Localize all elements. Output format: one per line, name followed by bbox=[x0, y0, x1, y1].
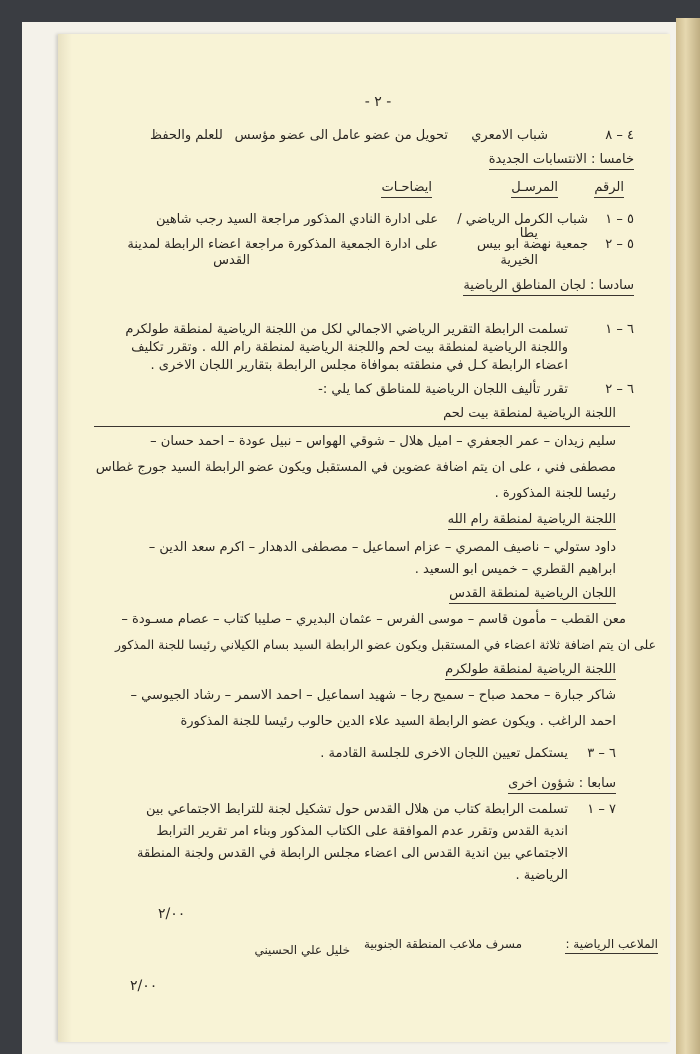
club-name: شباب الامعري bbox=[471, 128, 548, 143]
item-6-1-line: تسلمت الرابطة التقرير الرياضي الاجمالي لكل من اللجنة الرياضية لمنطقة طولكرم bbox=[125, 322, 568, 337]
committee-line: مصطفى فني ، على ان يتم اضافة عضوين في المستقبل ويكون عضو الرابطة السيد جورج غطاس bbox=[95, 460, 616, 475]
item-6-1-num: ٦ – ١ bbox=[605, 322, 634, 337]
committee-title: اللجنة الرياضية لمنطقة رام الله bbox=[448, 512, 616, 530]
committee-line: على ان يتم اضافة ثلاثة اعضاء في المستقبل ويكون عضو الرابطة السيد بسام الكيلاني رئيسا للجنة المذكور bbox=[115, 637, 656, 652]
committee-title: اللجان الرياضية لمنطقة القدس bbox=[449, 586, 616, 604]
item-7-1-line: الرياضية . bbox=[515, 868, 568, 883]
committee-title: اللجنة الرياضية لمنطقة طولكرم bbox=[445, 662, 616, 680]
item-6-3-num: ٦ – ٣ bbox=[587, 746, 616, 761]
header-explain: ايضاحـات bbox=[381, 180, 432, 198]
row-5-2-sender: جمعية نهضة ابو بيس bbox=[476, 237, 588, 252]
committee-line: احمد الراغب . ويكون عضو الرابطة السيد علاء الدين حالوب رئيسا للجنة المذكورة bbox=[180, 714, 616, 729]
item-7-1-line: تسلمت الرابطة كتاب من هلال القدس حول تشكيل لجنة للترابط الاجتماعي بين bbox=[146, 802, 568, 817]
item-6-3-text: يستكمل تعيين اللجان الاخرى للجلسة القادمة . bbox=[320, 746, 568, 761]
section-5-title: خامسا : الانتسابات الجديدة bbox=[489, 152, 634, 170]
row-5-1-sender-2: يطا bbox=[519, 226, 538, 241]
section-7-title: سابعا : شؤون اخرى bbox=[508, 776, 616, 794]
item-7-1-line: الاجتماعي بين اندية القدس الى اعضاء مجلس الرابطة في القدس ولجنة المنطقة bbox=[136, 846, 568, 861]
row-note: للعلم والحفظ bbox=[150, 128, 223, 143]
section-6-title: سادسا : لجان المناطق الرياضية bbox=[463, 278, 634, 296]
row-5-2-num: ٥ – ٢ bbox=[605, 237, 634, 252]
item-7-1-num: ٧ – ١ bbox=[587, 802, 616, 817]
row-5-2-explain-2: القدس bbox=[213, 253, 250, 268]
row-5-1-num: ٥ – ١ bbox=[605, 212, 634, 227]
committee-line: شاكر جبارة – محمد صباح – سميح رجا – شهيد اسماعيل – احمد الاسمر – رشاد الجيوسي – bbox=[130, 688, 616, 703]
page-mark: ٢/٠٠ bbox=[130, 978, 158, 994]
item-7-1-line: اندية القدس وتقرر عدم الموافقة على الكتاب المذكور وبناء امر تقرير الترابط bbox=[156, 824, 568, 839]
header-sender: المرسـل bbox=[511, 180, 558, 198]
row-text: تحويل من عضو عامل الى عضو مؤسس bbox=[234, 128, 448, 143]
item-6-1-line: واللجنة الرياضية لمنطقة بيت لحم واللجنة الرياضية لمنطقة رام الله . وتقرر تكليف bbox=[131, 340, 568, 355]
row-5-1-sender: شباب الكرمل الرياضي / bbox=[457, 212, 588, 227]
item-6-1-line: اعضاء الرابطة كـل في منطقته بموافاة مجلس الرابطة بتقارير اللجان الاخرى . bbox=[150, 358, 568, 373]
row-5-1-explain: على ادارة النادي المذكور مراجعة السيد رجب شاهين bbox=[156, 212, 438, 227]
committee-line: ابراهيم القطري – خميس ابو السعيد . bbox=[414, 562, 616, 577]
divider bbox=[94, 426, 630, 427]
page-mark: ٢/٠٠ bbox=[158, 906, 186, 922]
row-5-2-sender-2: الخيرية bbox=[500, 253, 538, 268]
committee-line: رئيسا للجنة المذكورة . bbox=[494, 486, 616, 501]
header-num: الرقم bbox=[594, 180, 624, 198]
row-number: ٤ – ٨ bbox=[605, 128, 634, 143]
committee-line: معن القطب – مأمون قاسم – موسى الفرس – عثمان البديري – صليبا كتاب – عصام مسـودة – bbox=[121, 612, 626, 627]
bottom-text: مسرف ملاعب المنطقة الجنوبية bbox=[363, 937, 522, 951]
bottom-label: الملاعب الرياضية : bbox=[565, 936, 658, 954]
committee-line: سليم زيدان – عمر الجعفري – اميل هلال – شوقي الهواس – نبيل عودة – احمد حسان – bbox=[150, 434, 616, 449]
folder-edge bbox=[676, 18, 700, 1054]
bottom-name: خليل علي الحسيني bbox=[254, 943, 350, 957]
row-5-2-explain: على ادارة الجمعية المذكورة مراجعة اعضاء الرابطة لمدينة bbox=[127, 237, 438, 252]
committee-title: اللجنة الرياضية لمنطقة بيت لحم bbox=[443, 406, 616, 421]
document-page bbox=[58, 34, 670, 1042]
item-6-2-text: تقرر تأليف اللجان الرياضية للمناطق كما يلي :- bbox=[318, 382, 568, 397]
page-number: - ٢ - bbox=[364, 94, 392, 110]
committee-line: داود ستولي – ناصيف المصري – عزام اسماعيل – مصطفى الدهدار – اكرم سعد الدين – bbox=[148, 540, 616, 555]
item-6-2-num: ٦ – ٢ bbox=[605, 382, 634, 397]
